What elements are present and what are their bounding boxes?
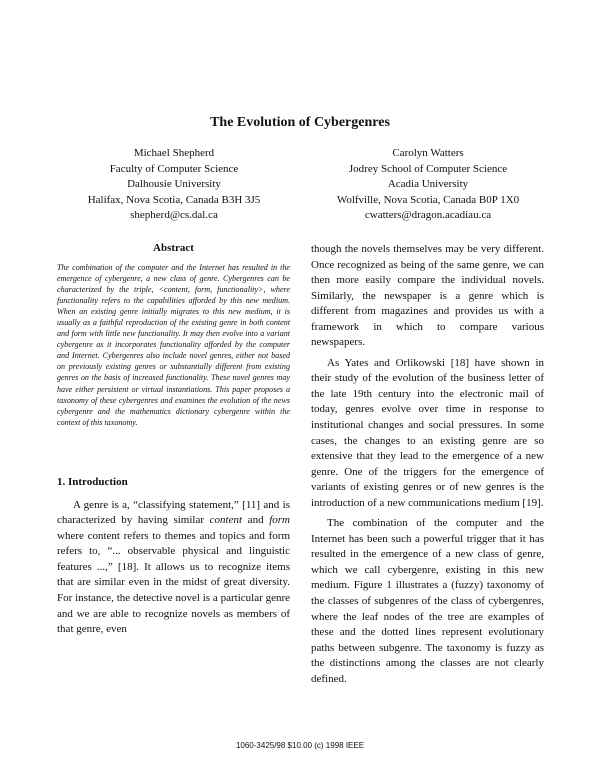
author-block-1 [64,146,284,224]
author-address: Halifax, Nova Scotia, Canada B3H 3J5 [87,193,261,206]
text-run: where content refers to themes and topics and form refers to, “... observable physical and linguistic features ...,” [18]. It allows us to recognize items that are similar even in the midst of great diversity. For instance, the detective novel is a particular genre and we are able to recognize novels as members of that genre, even [57,529,290,636]
text-run: A genre is a, “classifying statement,” [11] and is characterized by having similar [57,498,290,527]
copyright-footer: 1060-3425/98 $10.00 (c) 1998 IEEE [235,741,365,750]
author-university: Acadia University [387,178,469,190]
author-block-2 [318,146,538,224]
author-university: Dalhousie University [127,178,221,190]
author-name: Carolyn Watters [392,147,464,159]
text-run: and [242,514,270,527]
intro-paragraph-1-continued: though the novels themselves may be very different. Once recognized as being of the same genre, we can then more easily compare the individual novels. Similarly, the newspaper is a genre which is different from magazines and provides us with a framework in which to compare various newspapers. [311,243,544,349]
author-name: Michael Shepherd [133,147,215,159]
intro-paragraph-2: As Yates and Orlikowski [18] have shown in their study of the evolution of the business letter of the late 19th century into the electronic mail of today, genres evolve over time in response to institutional changes and social pressures. In some cases, the changes to an existing genre are so extensive that they lead to the emergence of a new genre. One of the triggers for the emergence of variants of existing genres or of new genres is the introduction of a new communications medium [19]. [311,356,544,509]
abstract-heading: Abstract [153,242,194,254]
author-department: Faculty of Computer Science [109,162,239,175]
paper-title: The Evolution of Cybergenres [210,115,390,130]
section-heading-introduction: 1. Introduction [57,475,128,488]
author-email: cwatters@dragon.acadiau.ca [364,209,492,221]
author-department: Jodrey School of Computer Science [348,162,508,175]
author-address: Wolfville, Nova Scotia, Canada B0P 1X0 [336,193,520,206]
emphasis-form: form [269,514,290,527]
right-column [311,242,544,692]
author-email: shepherd@cs.dal.ca [130,209,218,221]
abstract-text: The combination of the computer and the Internet has resulted in the emergence of cybergenre, a new class of genre. Cybergenres can be characterized by the triple, <content, form, functionality>, where functionality refers to the capabilities afforded by this new medium. When an existing genre initially migrates to this new medium, it is usually as a faithful reproduction of the existing genre in both content and form with little new functionality. It may then evolve into a variant cybergenre as it incorporates functionality afforded by the computer and Internet. Cybergenres also include novel genres, either not based on previously existing genres or substantially different from existing genres on the basis of increased functionality. These novel genres may have either persistent or virtual instantiations. This paper proposes a taxonomy of these cybergenres and examines the evolution of the news cybergenre and the mathematics dictionary cybergenre within the context of this taxonomy. [57,263,290,427]
emphasis-content: content [209,514,243,527]
intro-paragraph-1 [57,498,290,638]
left-column [57,242,290,643]
intro-paragraph-3: The combination of the computer and the Internet has been such a powerful trigger that it has resulted in the emergence of a new class of genre, which we call cybergenre, existing in this new medium. Figure 1 illustrates a (fuzzy) taxonomy of the classes of subgenres of the class of cybergenres, where the leaf nodes of the tree are examples of these and the dotted lines represent evolutionary paths between subgenre. The taxonomy is fuzzy as the distinctions among the classes are not clearly defined. [311,517,544,685]
